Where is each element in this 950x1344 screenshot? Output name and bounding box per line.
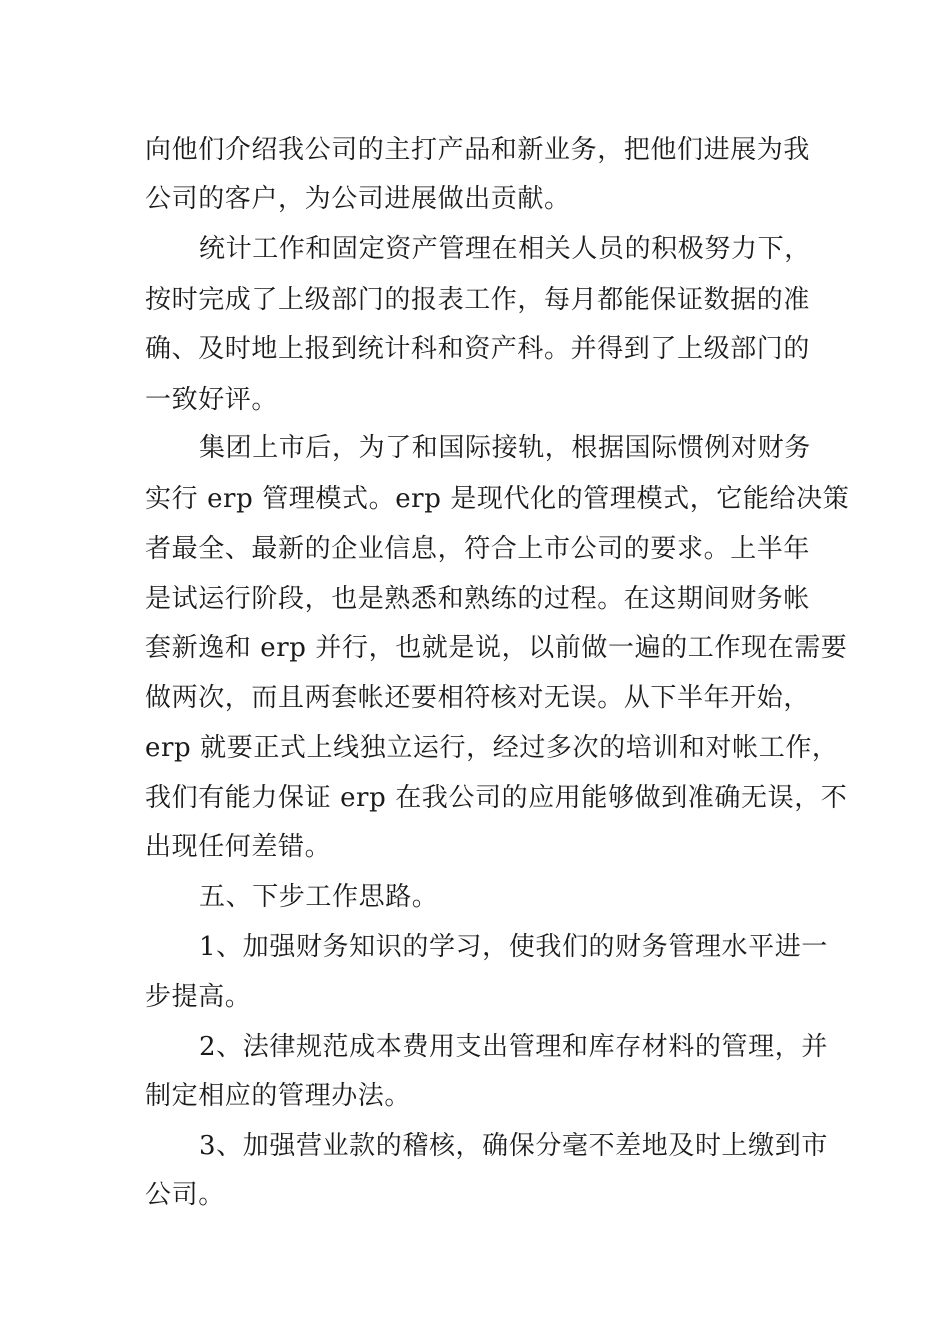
text-line: 出现任何差错。 <box>145 832 332 862</box>
paragraph-start-line: 统计工作和固定资产管理在相关人员的积极努力下， <box>199 234 811 264</box>
text-line: 一致好评。 <box>145 385 279 415</box>
text-line: 按时完成了上级部门的报表工作，每月都能保证数据的准 <box>145 285 811 315</box>
list-item-line: 1、加强财务知识的学习，使我们的财务管理水平进一 <box>199 932 828 962</box>
text-line: 制定相应的管理办法。 <box>145 1081 412 1111</box>
text-line: 实行 erp 管理模式。erp 是现代化的管理模式，它能给决策 <box>145 484 850 514</box>
text-line: 向他们介绍我公司的主打产品和新业务，把他们进展为我 <box>145 135 811 165</box>
text-line: 我们有能力保证 erp 在我公司的应用能够做到准确无误，不 <box>145 783 848 813</box>
list-item-line: 2、法律规范成本费用支出管理和库存材料的管理，并 <box>199 1032 828 1062</box>
text-line: 公司。 <box>145 1180 225 1210</box>
text-line: erp 就要正式上线独立运行，经过多次的培训和对帐工作， <box>145 733 839 763</box>
text-line: 套新逸和 erp 并行，也就是说，以前做一遍的工作现在需要 <box>145 633 848 663</box>
text-line: 是试运行阶段，也是熟悉和熟练的过程。在这期间财务帐 <box>145 584 811 614</box>
section-heading: 五、下步工作思路。 <box>199 882 439 912</box>
paragraph-start-line: 集团上市后，为了和国际接轨，根据国际惯例对财务 <box>199 433 811 463</box>
text-line: 做两次，而且两套帐还要相符核对无误。从下半年开始， <box>145 683 811 713</box>
text-line: 公司的客户，为公司进展做出贡献。 <box>145 184 571 214</box>
text-line: 者最全、最新的企业信息，符合上市公司的要求。上半年 <box>145 534 811 564</box>
text-line: 步提高。 <box>145 982 252 1012</box>
text-line: 确、及时地上报到统计科和资产科。并得到了上级部门的 <box>145 334 811 364</box>
list-item-line: 3、加强营业款的稽核，确保分毫不差地及时上缴到市 <box>199 1131 828 1161</box>
